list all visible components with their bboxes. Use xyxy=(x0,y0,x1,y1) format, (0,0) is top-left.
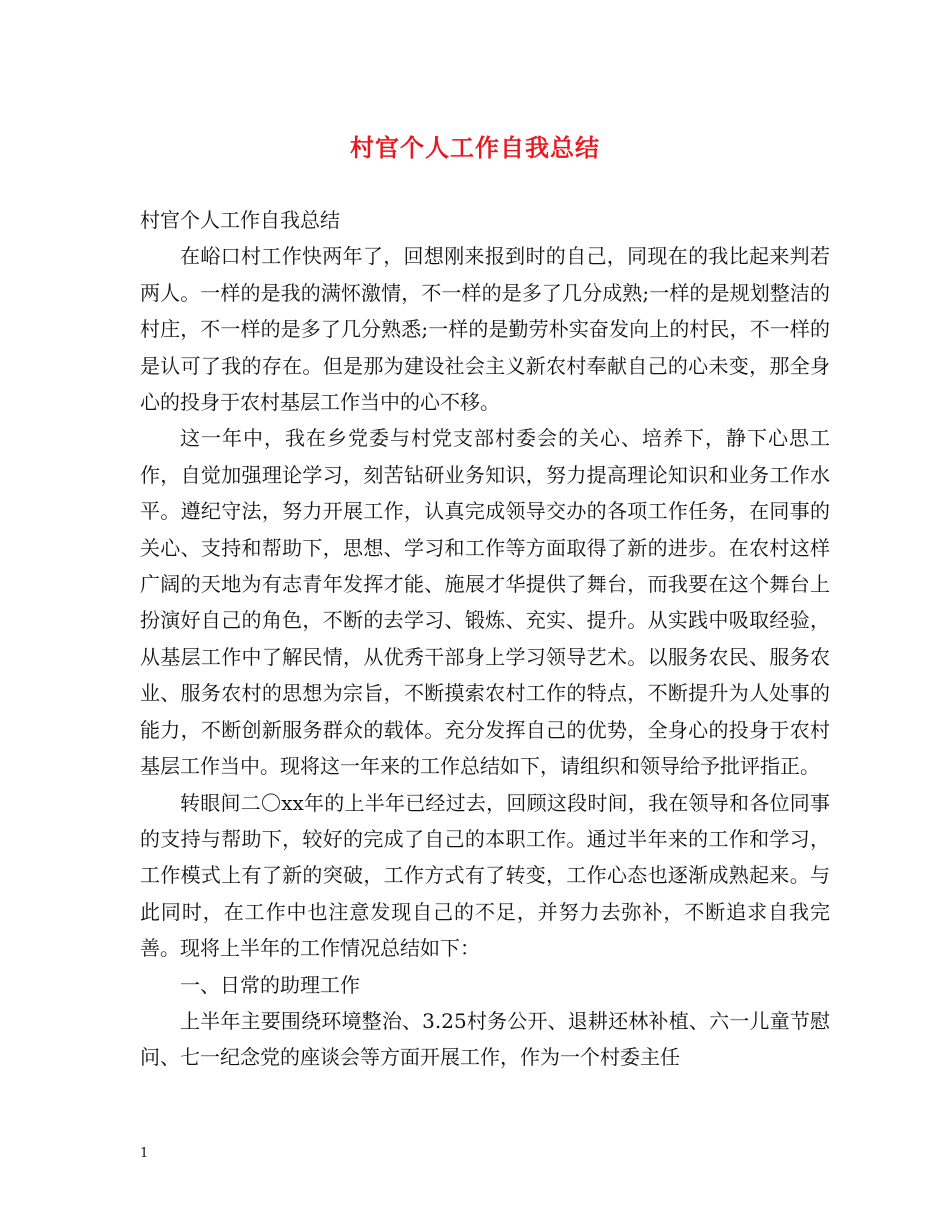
paragraph-4: 上半年主要围绕环境整治、3.25村务公开、退耕还林补植、六一儿童节慰问、七一纪念党的座谈会等方面开展工作，作为一个村委主任 xyxy=(140,1008,830,1070)
paragraph-2: 这一年中，我在乡党委与村党支部村委会的关心、培养下，静下心思工作，自觉加强理论学习，刻苦钻研业务知识，努力提高理论知识和业务工作水平。遵纪守法，努力开展工作，认真完成领导交办的各项工作任务，在同事的关心、支持和帮助下，思想、学习和工作等方面取得了新的进步。在农村这样广阔的天地为有志青年发挥才能、施展才华提供了舞台，而我要在这个舞台上扮演好自己的角色，不断的去学习、锻炼、充实、提升。从实践中吸取经验，从基层工作中了解民情，从优秀干部身上学习领导艺术。以服务农民、服务农业、服务农村的思想为宗旨，不断摸索农村工作的特点，不断提升为人处事的能力，不断创新服务群众的载体。充分发挥自己的优势，全身心的投身于农村基层工作当中。现将这一年来的工作总结如下，请组织和领导给予批评指正。 xyxy=(140,426,830,779)
page-number: 1 xyxy=(140,1146,149,1161)
paragraph-1: 在峪口村工作快两年了，回想刚来报到时的自己，同现在的我比起来判若两人。一样的是我的满怀激情，不一样的是多了几分成熟;一样的是规划整洁的村庄，不一样的是多了几分熟悉;一样的是勤劳朴实奋发向上的村民，不一样的是认可了我的存在。但是那为建设社会主义新农村奉献自己的心未变，那全身心的投身于农村基层工作当中的心不移。 xyxy=(140,244,830,415)
section-heading-1: 一、日常的助理工作 xyxy=(180,972,360,997)
paragraph-3: 转眼间二〇xx年的上半年已经过去，回顾这段时间，我在领导和各位同事的支持与帮助下，较好的完成了自己的本职工作。通过半年来的工作和学习，工作模式上有了新的突破，工作方式有了转变，工作心态也逐渐成熟起来。与此同时，在工作中也注意发现自己的不足，并努力去弥补，不断追求自我完善。现将上半年的工作情况总结如下： xyxy=(140,790,830,961)
document-body xyxy=(140,202,830,1076)
document-subtitle: 村官个人工作自我总结 xyxy=(140,208,340,232)
document-title: 村官个人工作自我总结 xyxy=(350,133,600,162)
